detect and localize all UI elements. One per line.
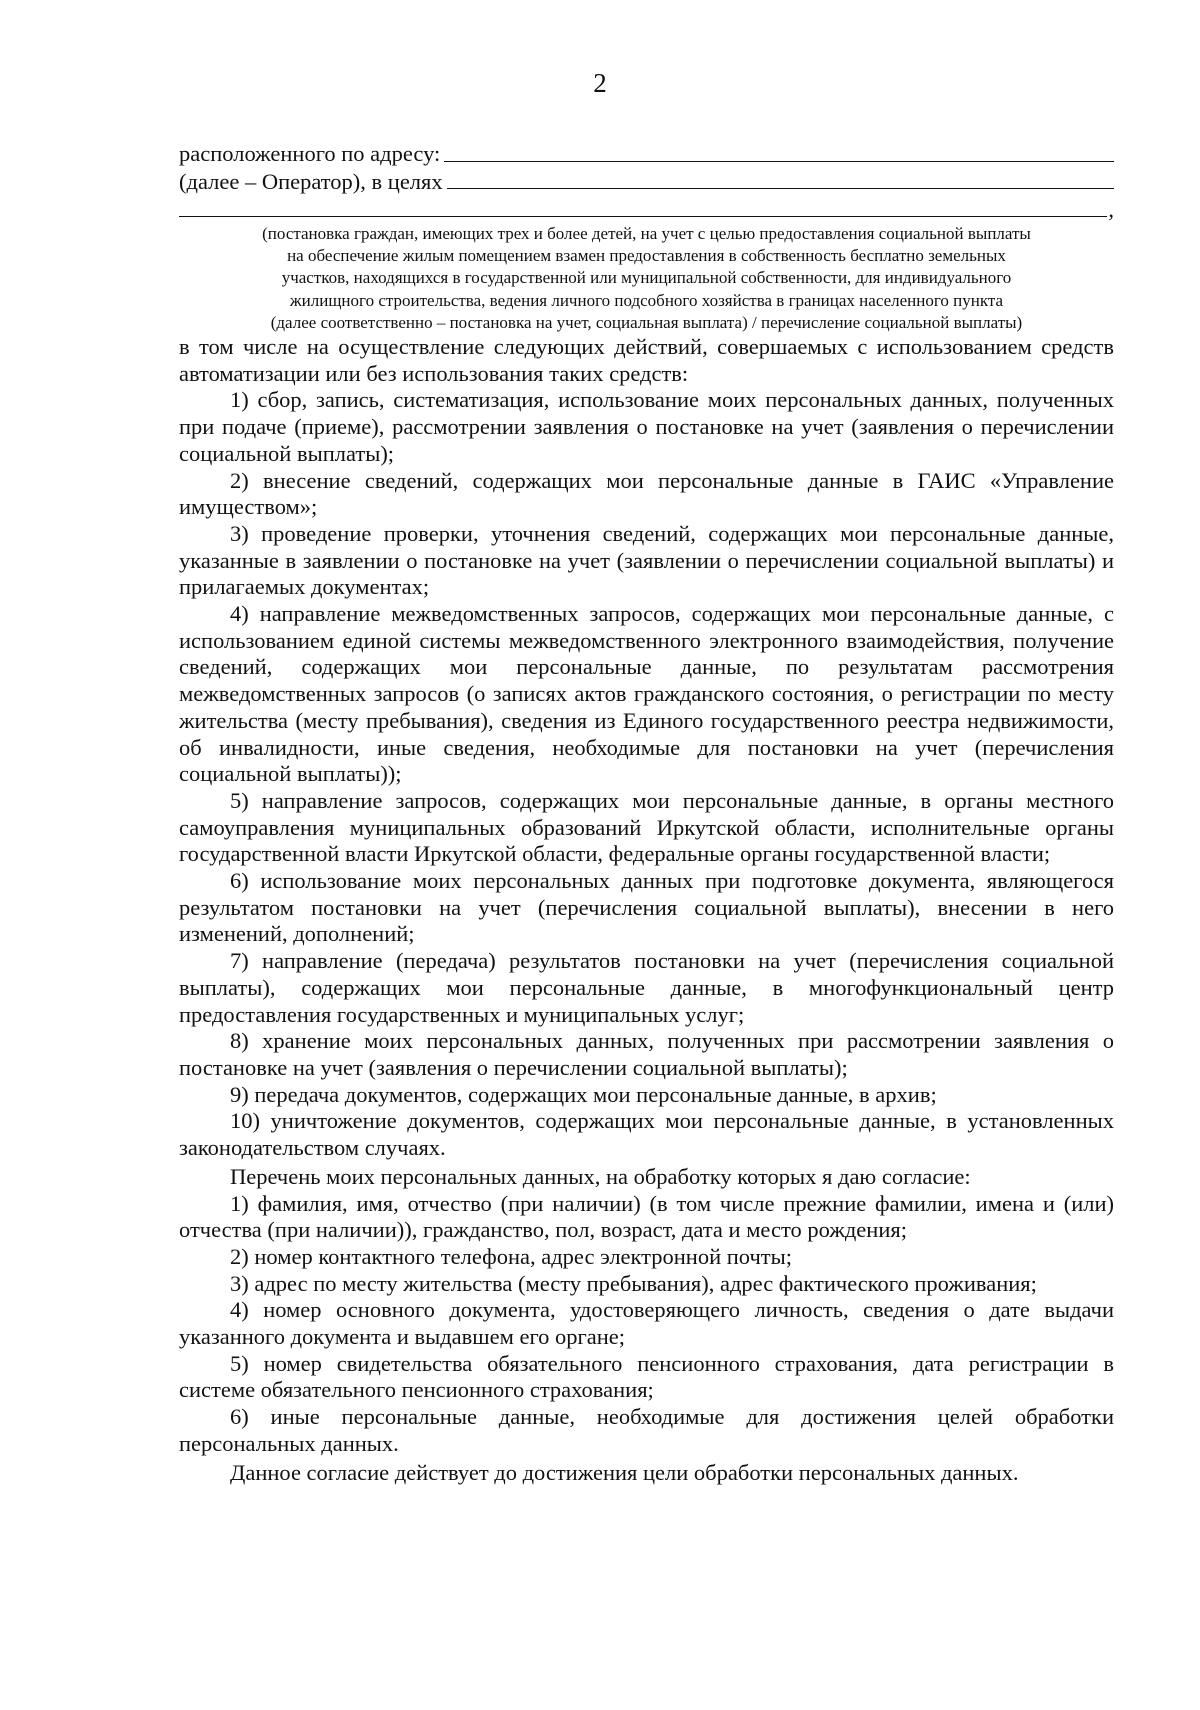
action-item: 5) направление запросов, содержащих мои персональные данные, в органы местного самоуправления муниципальных образований Иркутской области, исполнительные органы государственной власти Иркутской области, федеральные органы государственной власти;	[179, 787, 1114, 867]
purpose-field-line	[179, 168, 1114, 196]
data-item: 2) номер контактного телефона, адрес электронной почты;	[230, 1243, 792, 1269]
purpose-caption	[179, 223, 1114, 334]
action-item: 6) использование моих персональных данных при подготовке документа, являющегося результатом постановки на учет (перечисления социальной выплаты), внесении в него изменений, дополнений;	[179, 868, 1114, 947]
caption-line: на обеспечение жилым помещением взамен предоставления в собственность бесплатно земельных	[287, 246, 1006, 266]
data-item: 4) номер основного документа, удостоверяющего личность, сведения о дате выдачи указанного документа и выдавшем его органе;	[179, 1297, 1114, 1350]
action-item: 8) хранение моих персональных данных, полученных при рассмотрении заявления о постановке на учет (заявления о перечислении социальной выплаты);	[179, 1028, 1114, 1080]
closing-paragraph: Данное согласие действует до достижения цели обработки персональных данных.	[230, 1459, 1019, 1485]
action-item: 7) направление (передача) результатов постановки на учет (перечисления социальной выплаты), содержащих мои персональные данные, в многофункциональный центр предоставления государственных и муниципальных услуг;	[179, 948, 1114, 1027]
action-item: 4) направление межведомственных запросов, содержащих мои персональные данные, с использованием единой системы межведомственного электронного взаимодействия, получение сведений, содержащих мои персональные данные, по результатам рассмотрения межведомственных запросов (о записях актов гражданского состояния, о регистрации по месту жительства (месту пребывания), сведения из Единого государственного реестра недвижимости, об инвалидности, иные сведения, необходимые для постановки на учет (перечисления социальной выплаты));	[179, 601, 1114, 787]
data-item: 1) фамилия, имя, отчество (при наличии) (в том числе прежние фамилии, имена и (или) отчества (при наличии)), гражданство, пол, возраст, дата и место рождения;	[179, 1190, 1114, 1243]
purpose-blank-line-2	[179, 215, 1107, 217]
caption-line: участков, находящихся в государственной или муниципальной собственности, для индивидуального	[281, 268, 1012, 288]
data-item: 6) иные персональные данные, необходимые для достижения целей обработки персональных данных.	[179, 1404, 1114, 1456]
data-item: 5) номер свидетельства обязательного пенсионного страхования, дата регистрации в системе обязательного пенсионного страхования;	[179, 1350, 1114, 1403]
address-field-line	[179, 140, 1114, 168]
caption-line: жилищного строительства, ведения личного подсобного хозяйства в границах населенного пункта	[289, 290, 1004, 310]
address-label: расположенного по адресу:	[179, 141, 441, 166]
action-item: 3) проведение проверки, уточнения сведений, содержащих мои персональные данные, указанные в заявлении о постановке на учет (заявлении о перечислении социальной выплаты) и прилагаемых документах;	[179, 520, 1114, 600]
data-item: 3) адрес по месту жительства (месту пребывания), адрес фактического проживания;	[230, 1270, 1037, 1296]
address-blank-line	[444, 160, 1114, 162]
purpose-blank-line	[447, 187, 1114, 189]
data-list-intro: Перечень моих персональных данных, на обработку которых я даю согласие:	[230, 1163, 971, 1189]
purpose-continuation-line	[179, 195, 1114, 221]
document-body	[179, 140, 1114, 1486]
page-number: 2	[593, 68, 607, 98]
intro-paragraph: в том числе на осуществление следующих действий, совершаемых с использованием средств автоматизации или без использования таких средств:	[179, 334, 1114, 386]
action-item: 1) сбор, запись, систематизация, использование моих персональных данных, полученных при подаче (приеме), рассмотрении заявления о постановке на учет (заявления о перечислении социальной выплаты);	[179, 387, 1114, 466]
caption-line: (далее соответственно – постановка на учет, социальная выплата) / перечисление социальной выплаты)	[270, 312, 1023, 332]
caption-line: (постановка граждан, имеющих трех и более детей, на учет с целью предоставления социальной выплаты	[262, 224, 1031, 243]
purpose-label: (далее – Оператор), в целях	[179, 168, 443, 194]
action-item: 2) внесение сведений, содержащих мои персональные данные в ГАИС «Управление имуществом»;	[179, 467, 1114, 520]
trailing-comma: ,	[1108, 197, 1114, 222]
action-item: 9) передача документов, содержащих мои персональные данные, в архив;	[230, 1081, 937, 1107]
action-item: 10) уничтожение документов, содержащих мои персональные данные, в установленных законодательством случаях.	[179, 1108, 1114, 1161]
